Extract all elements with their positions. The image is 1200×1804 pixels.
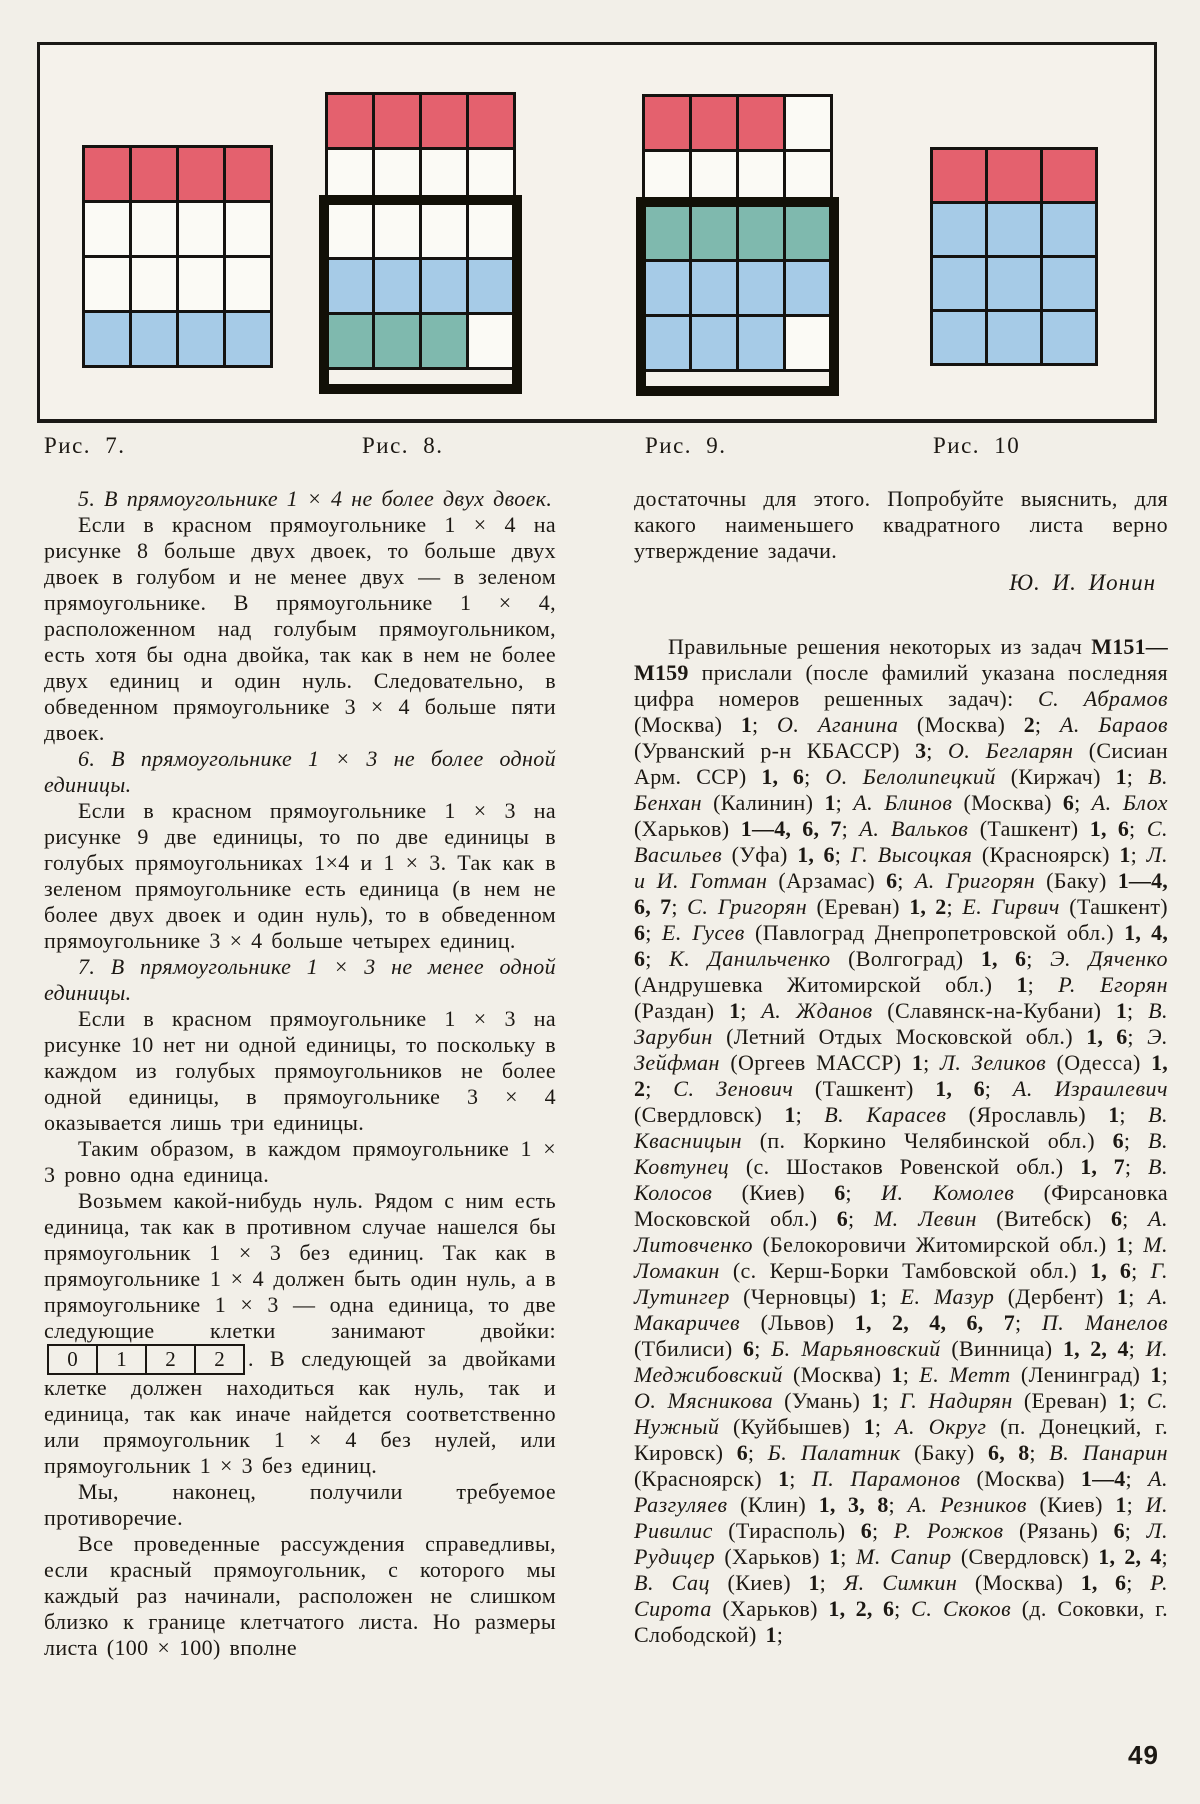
grid-cell-blue <box>987 311 1042 365</box>
figure-caption-8: Рис. 8. <box>362 433 444 458</box>
solver-name: О. Мясникова <box>634 1388 774 1413</box>
grid-cell-white <box>178 257 225 312</box>
grid-cell-white <box>225 257 272 312</box>
solver-name: И. Ривилис <box>634 1492 1169 1543</box>
grid-cell-red <box>738 96 785 151</box>
solver-name: А. Округ <box>895 1414 987 1439</box>
solved-problem-numbers: 1 <box>1115 764 1127 789</box>
grid-cell-blue <box>932 257 987 311</box>
grid-cell-red <box>468 94 515 149</box>
grid-cell-green <box>738 206 785 261</box>
solver-name: Э. Зейфман <box>634 1024 1168 1075</box>
grid-cell-green <box>327 314 374 369</box>
solver-name: С. Нужный <box>634 1388 1169 1439</box>
grid-cell-blue <box>738 261 785 316</box>
solved-problem-numbers: 1 <box>1116 1232 1128 1257</box>
solver-name: Э. Дяченко <box>1050 946 1169 971</box>
solver-name: В. Сац <box>634 1570 710 1595</box>
lemma-paragraph: 7. В прямоугольнике 1 × 3 не менее одной единицы. <box>44 954 556 1005</box>
figure-9 <box>642 94 833 372</box>
grid-cell-green <box>644 206 691 261</box>
grid-cell-red <box>374 94 421 149</box>
grid-cell-white <box>131 202 178 257</box>
solver-name: С. Васильев <box>634 816 1169 867</box>
strip-cell: 0 <box>48 1345 97 1374</box>
grid-cell-blue <box>644 316 691 371</box>
grid-cell-red <box>932 149 987 203</box>
figure-7 <box>82 145 273 368</box>
grid-cell-blue <box>932 311 987 365</box>
solver-name: А. Жданов <box>761 998 873 1023</box>
strip-cell: 2 <box>146 1345 195 1374</box>
solved-problem-numbers: 1, 2 <box>909 894 947 919</box>
solver-name: А. Вальков <box>859 816 969 841</box>
grid-cell-white <box>374 204 421 259</box>
solver-name: М. Сапир <box>856 1544 952 1569</box>
solved-problem-numbers: 6 <box>860 1518 872 1543</box>
grid-cell-blue <box>644 261 691 316</box>
solved-problem-numbers: 6, 8 <box>988 1440 1030 1465</box>
inline-cells-strip <box>47 1344 245 1375</box>
solved-problem-numbers: 1—4, 6, 7 <box>634 868 1168 919</box>
solved-problem-numbers: 1 <box>784 1102 796 1127</box>
solver-name: В. Колосов <box>634 1154 1168 1205</box>
solved-problem-numbers: 1, 6 <box>1086 1024 1128 1049</box>
body-paragraph: Мы, наконец, получили требуемое противоречие. <box>44 1479 556 1530</box>
solver-name: Р. Егорян <box>1058 972 1169 997</box>
solver-name: О. Бегларян <box>947 738 1074 763</box>
grid-cell-red <box>327 94 374 149</box>
solver-name: И. Комолев <box>881 1180 1015 1205</box>
solver-name: Л. Зеликов <box>939 1050 1047 1075</box>
solved-problem-numbers: 1, 6 <box>761 764 805 789</box>
grid-cell-green <box>785 206 832 261</box>
solved-problem-numbers: 1 <box>829 1544 841 1569</box>
grid-cell-blue <box>468 259 515 314</box>
solved-problem-numbers: 6 <box>1113 1518 1125 1543</box>
grid-cell-white <box>468 204 515 259</box>
solved-problem-numbers: 1 <box>1150 1362 1162 1387</box>
solved-problem-numbers: 1 <box>778 1466 790 1491</box>
solver-name: К. Данильченко <box>669 946 831 971</box>
solver-name: О. Аганина <box>777 712 899 737</box>
solver-name: О. Белолипецкий <box>825 764 996 789</box>
solved-problem-numbers: 1 <box>765 1622 777 1647</box>
figure-8 <box>325 92 516 370</box>
grid-cell-green <box>691 206 738 261</box>
solved-problem-numbers: 1, 2 <box>634 1050 1169 1101</box>
figure-caption-7: Рис. 7. <box>44 433 126 458</box>
solver-name: В. Карасев <box>824 1102 947 1127</box>
grid-cell-white <box>327 149 374 204</box>
grid-cell-red <box>131 147 178 202</box>
figure-9-grid <box>642 94 833 372</box>
solver-name: В. Панарин <box>1049 1440 1168 1465</box>
solver-name: Б. Марьяновский <box>771 1336 941 1361</box>
solved-problem-numbers: 1 <box>891 1362 903 1387</box>
solved-problem-numbers: 1, 4, 6 <box>634 920 1169 971</box>
solver-name: А. Блинов <box>853 790 953 815</box>
grid-cell-white <box>421 149 468 204</box>
grid-cell-green <box>421 314 468 369</box>
solver-name: Г. Лутингер <box>634 1258 1168 1309</box>
solver-name: Е. Гирвич <box>962 894 1060 919</box>
solved-problem-numbers: 1 <box>1118 1388 1130 1413</box>
solved-problem-numbers: 1—4, 6, 7 <box>740 816 842 841</box>
solved-problem-numbers: 6 <box>1062 790 1075 815</box>
body-paragraph: Если в красном прямоугольнике 1 × 3 на рисунке 10 нет ни одной единицы, то поскольку в каждом из голубых прямоугольников не более одной единицы, в прямоугольнике 3 × 4 оказывается лишь три единицы. <box>44 1006 556 1135</box>
solved-problem-numbers: 3 <box>915 738 927 763</box>
grid-cell-white <box>131 257 178 312</box>
grid-cell-white <box>738 151 785 206</box>
grid-cell-blue <box>987 257 1042 311</box>
figure-10 <box>930 147 1098 366</box>
grid-cell-blue <box>691 261 738 316</box>
solver-name: А. Литовченко <box>634 1206 1168 1257</box>
solved-problem-numbers: 1, 7 <box>1080 1154 1125 1179</box>
solver-name: С. Скоков <box>911 1596 1012 1621</box>
grid-cell-red <box>1042 149 1097 203</box>
solver-name: П. Парамонов <box>811 1466 961 1491</box>
solver-name: Г. Высоцкая <box>850 842 973 867</box>
grid-cell-blue <box>178 312 225 367</box>
grid-cell-blue <box>738 316 785 371</box>
grid-cell-blue <box>691 316 738 371</box>
solved-problem-numbers: 1 <box>729 998 741 1023</box>
solved-problem-numbers: 1, 6 <box>1080 1570 1127 1595</box>
solver-name: В. Бенхан <box>634 764 1169 815</box>
right-column <box>634 486 1168 1648</box>
grid-cell-white <box>421 204 468 259</box>
solver-name: Е. Мазур <box>900 1284 995 1309</box>
solved-problem-numbers: 1, 2, 6 <box>828 1596 895 1621</box>
solver-name: С. Абрамов <box>1037 686 1168 711</box>
grid-cell-red <box>178 147 225 202</box>
solved-problem-numbers: 1 <box>869 1284 881 1309</box>
body-paragraph: Возьмем какой-нибудь нуль. Рядом с ним есть единица, так как в противном случае нашелся бы прямоугольник 1 × 3 без единиц. Так как в прямоугольнике 1 × 4 должен быть один нуль, а в прямоугольнике 1 × 3 — одна единица, то две следующие клетки занимают двойки: 0 1 2 2 . В следующей за двойками клетке должен находиться как нуль, так и единица, так как иначе найдется соответственно или прямоугольник 1 × 4 без нулей, или прямоугольник 1 × 3 без единиц. <box>44 1188 556 1478</box>
solved-problem-numbers: 6 <box>1112 1128 1124 1153</box>
grid-cell-blue <box>987 203 1042 257</box>
grid-cell-blue <box>421 259 468 314</box>
page-number: 49 <box>1128 1740 1159 1770</box>
figure-caption-10: Рис. 10 <box>933 433 1021 458</box>
grid-cell-red <box>84 147 131 202</box>
author-signature: Ю. И. Ионин <box>1009 570 1156 595</box>
figure-7-grid <box>82 145 273 368</box>
body-paragraph: Если в красном прямоугольнике 1 × 3 на рисунке 9 две единицы, то по две единицы в голубых прямоугольниках 1×4 и 1 × 3. Так как в зеленом прямоугольнике есть единица (в нем не более двух двоек и один нуль), то в обведенном прямоугольнике 3 × 4 больше четырех единиц. <box>44 798 556 953</box>
strip-cell: 1 <box>97 1345 146 1374</box>
solver-name: А. Макаричев <box>634 1284 1168 1335</box>
solved-problem-numbers: 1, 2, 4, 6, 7 <box>854 1310 1015 1335</box>
lemma-paragraph: 6. В прямоугольнике 1 × 3 не более одной единицы. <box>44 746 556 797</box>
solver-name: Л. и И. Готман <box>634 842 1169 893</box>
grid-cell-blue <box>1042 311 1097 365</box>
solver-name: Е. Метт <box>919 1362 1011 1387</box>
solver-name: В. Ковтунец <box>634 1128 1168 1179</box>
grid-cell-white <box>785 316 832 371</box>
solver-name: А. Израилевич <box>1012 1076 1168 1101</box>
solved-problem-numbers: 1 <box>863 1414 875 1439</box>
solver-name: М. Ломакин <box>634 1232 1169 1283</box>
solved-problem-numbers: 1 <box>871 1388 883 1413</box>
solver-name: А. Разгуляев <box>634 1466 1169 1517</box>
grid-cell-white <box>468 149 515 204</box>
figure-8-grid <box>325 92 516 370</box>
solver-name: С. Григорян <box>687 894 808 919</box>
solved-problem-numbers: 1, 6 <box>935 1076 985 1101</box>
grid-cell-white <box>644 151 691 206</box>
solver-name: А. Григорян <box>914 868 1036 893</box>
solved-problem-numbers: 6 <box>736 1440 748 1465</box>
body-paragraph: Все проведенные рассуждения справедливы, если красный прямоугольник, с которого мы каждый раз начинали, расположен не слишком близко к границе клетчатого листа. Но размеры листа (100 × 100) вполне <box>44 1531 556 1660</box>
grid-cell-white <box>84 202 131 257</box>
solved-problem-numbers: 6 <box>634 920 646 945</box>
left-column <box>44 486 556 1661</box>
solved-problem-numbers: 1 <box>1117 1284 1129 1309</box>
grid-cell-blue <box>84 312 131 367</box>
grid-cell-white <box>374 149 421 204</box>
body-paragraph: Если в красном прямоугольнике 1 × 4 на рисунке 8 больше двух двоек, то больше двух двоек в голубом и не менее двух — в зеленом прямоугольнике. В прямоугольнике 1 × 4, расположенном над голубым прямоугольником, есть хотя бы одна двойка, так как в нем не более двух единиц и один нуль. Следовательно, в обведенном прямоугольнике 3 × 4 больше пяти двоек. <box>44 512 556 745</box>
solved-problem-numbers: 1, 2, 4 <box>1098 1544 1162 1569</box>
strip-cell: 2 <box>195 1345 244 1374</box>
solved-problem-numbers: 1 <box>1016 972 1028 997</box>
grid-cell-white <box>785 151 832 206</box>
grid-cell-blue <box>374 259 421 314</box>
solvers-paragraph: Правильные решения некоторых из задач М151—М159 прислали (после фамилий указана последняя цифра номеров решенных задач): С. Абрамов (Москва) 1; О. Аганина (Москва) 2; А. Бараов (Урванский р-н КБАССР) 3; О. Бегларян (Сисиан Арм. ССР) 1, 6; О. Белолипецкий (Киржач) 1; В. Бенхан (Калинин) 1; А. Блинов (Москва) 6; А. Блох (Харьков) 1—4, 6, 7; А. Вальков (Ташкент) 1, 6; С. Васильев (Уфа) 1, 6; Г. Высоцкая (Красноярск) 1; Л. и И. Готман (Арзамас) 6; А. Григорян (Баку) 1—4, 6, 7; С. Григорян (Ереван) 1, 2; Е. Гирвич (Ташкент) 6; Е. Гусев (Павлоград Днепропетровской обл.) 1, 4, 6; К. Данильченко (Волгоград) 1, 6; Э. Дяченко (Андрушевка Житомирской обл.) 1; Р. Егорян (Раздан) 1; А. Жданов (Славянск-на-Кубани) 1; В. Зарубин (Летний Отдых Московской обл.) 1, 6; Э. Зейфман (Оргеев МАССР) 1; Л. Зеликов (Одесса) 1, 2; С. Зенович (Ташкент) 1, 6; А. Израилевич (Свердловск) 1; В. Карасев (Ярославль) 1; В. Квасницын (п. Коркино Челябинской обл.) 6; В. Ковтунец (с. Шостаков Ровенской обл.) 1, 7; В. Колосов (Киев) 6; И. Комолев (Фирсановка Московской обл.) 6; М. Левин (Витебск) 6; А. Литовченко (Белокоровичи Житомирской обл.) 1; М. Ломакин (с. Керш-Борки Тамбовской обл.) 1, 6; Г. Лутингер (Черновцы) 1; Е. Мазур (Дербент) 1; А. Макаричев (Львов) 1, 2, 4, 6, 7; П. Манелов (Тбилиси) 6; Б. Марьяновский (Винница) 1, 2, 4; И. Меджибовский (Москва) 1; Е. Метт (Ленинград) 1; О. Мясникова (Умань) 1; Г. Надирян (Ереван) 1; С. Нужный (Куйбышев) 1; А. Округ (п. Донецкий, г. Кировск) 6; Б. Палатник (Баку) 6, 8; В. Панарин (Красноярск) 1; П. Парамонов (Москва) 1—4; А. Разгуляев (Клин) 1, 3, 8; А. Резников (Киев) 1; И. Ривилис (Тирасполь) 6; Р. Рожков (Рязань) 6; Л. Рудицер (Харьков) 1; М. Сапир (Свердловск) 1, 2, 4; В. Сац (Киев) 1; Я. Симкин (Москва) 1, 6; Р. Сирота (Харьков) 1, 2, 6; С. Скоков (д. Соковки, г. Слободской) 1; <box>634 634 1169 1647</box>
solved-problem-numbers: 6 <box>886 868 898 893</box>
grid-cell-blue <box>932 203 987 257</box>
figure-caption-9: Рис. 9. <box>645 433 727 458</box>
solver-name: С. Зенович <box>673 1076 794 1101</box>
grid-cell-blue <box>327 259 374 314</box>
solver-name: И. Меджибовский <box>634 1336 1169 1387</box>
grid-cell-blue <box>131 312 178 367</box>
grid-cell-green <box>374 314 421 369</box>
solver-name: Я. Симкин <box>843 1570 958 1595</box>
solver-name: Л. Рудицер <box>634 1518 1168 1569</box>
solver-name: П. Манелов <box>1041 1310 1168 1335</box>
grid-cell-white <box>225 202 272 257</box>
solver-name: Р. Рожков <box>893 1518 1004 1543</box>
solved-problem-numbers: 1, 6 <box>1089 816 1130 841</box>
solved-problem-numbers: 1, 6 <box>797 842 835 867</box>
solved-problem-numbers: 1 <box>1119 842 1131 867</box>
grid-cell-white <box>468 314 515 369</box>
body-paragraph: Таким образом, в каждом прямоугольнике 1 × 3 ровно одна единица. <box>44 1136 556 1187</box>
solver-name: В. Зарубин <box>634 998 1169 1049</box>
grid-cell-white <box>178 202 225 257</box>
solver-name: М. Левин <box>873 1206 977 1231</box>
solved-problem-numbers: 1, 6 <box>980 946 1027 971</box>
continuation-paragraph: достаточны для этого. Попробуйте выяснить, для какого наименьшего квадратного листа верно утверждение задачи. <box>634 486 1168 563</box>
grid-cell-blue <box>1042 257 1097 311</box>
solver-name: А. Резников <box>907 1492 1027 1517</box>
grid-cell-red <box>644 96 691 151</box>
solved-problem-numbers: 6 <box>743 1336 755 1361</box>
solver-name: В. Квасницын <box>634 1102 1169 1153</box>
solved-problem-numbers: 1 <box>1108 1102 1120 1127</box>
solver-name: Г. Надирян <box>899 1388 1013 1413</box>
grid-cell-red <box>691 96 738 151</box>
grid-cell-white <box>84 257 131 312</box>
problem-range: М151—М159 <box>634 634 1168 685</box>
grid-cell-blue <box>785 261 832 316</box>
solver-name: Е. Гусев <box>661 920 745 945</box>
solved-problem-numbers: 1 <box>1115 1492 1127 1517</box>
grid-cell-blue <box>225 312 272 367</box>
lemma-paragraph: 5. В прямоугольнике 1 × 4 не более двух двоек. <box>78 486 553 511</box>
solved-problem-numbers: 1 <box>911 1050 924 1075</box>
solved-problem-numbers: 6 <box>1110 1206 1123 1231</box>
grid-cell-white <box>785 96 832 151</box>
solver-name: Р. Сирота <box>634 1570 1169 1621</box>
grid-cell-red <box>987 149 1042 203</box>
solved-problem-numbers: 2 <box>1023 712 1035 737</box>
grid-cell-red <box>421 94 468 149</box>
solved-problem-numbers: 1—4 <box>1080 1466 1126 1491</box>
grid-cell-white <box>691 151 738 206</box>
solved-problem-numbers: 6 <box>836 1206 848 1231</box>
grid-cell-red <box>225 147 272 202</box>
solved-problem-numbers: 1, 6 <box>1090 1258 1132 1283</box>
grid-cell-white <box>327 204 374 259</box>
solved-problem-numbers: 1 <box>1115 998 1128 1023</box>
solver-name: А. Блох <box>1091 790 1168 815</box>
solved-problem-numbers: 1 <box>740 712 753 737</box>
solver-name: Б. Палатник <box>767 1440 901 1465</box>
figure-10-grid <box>930 147 1098 366</box>
solved-problem-numbers: 1 <box>824 790 836 815</box>
grid-cell-blue <box>1042 203 1097 257</box>
solved-problem-numbers: 6 <box>834 1180 846 1205</box>
solver-name: А. Бараов <box>1059 712 1169 737</box>
solved-problem-numbers: 1, 2, 4 <box>1062 1336 1129 1361</box>
solved-problem-numbers: 1, 3, 8 <box>818 1492 889 1517</box>
solved-problem-numbers: 1 <box>808 1570 820 1595</box>
